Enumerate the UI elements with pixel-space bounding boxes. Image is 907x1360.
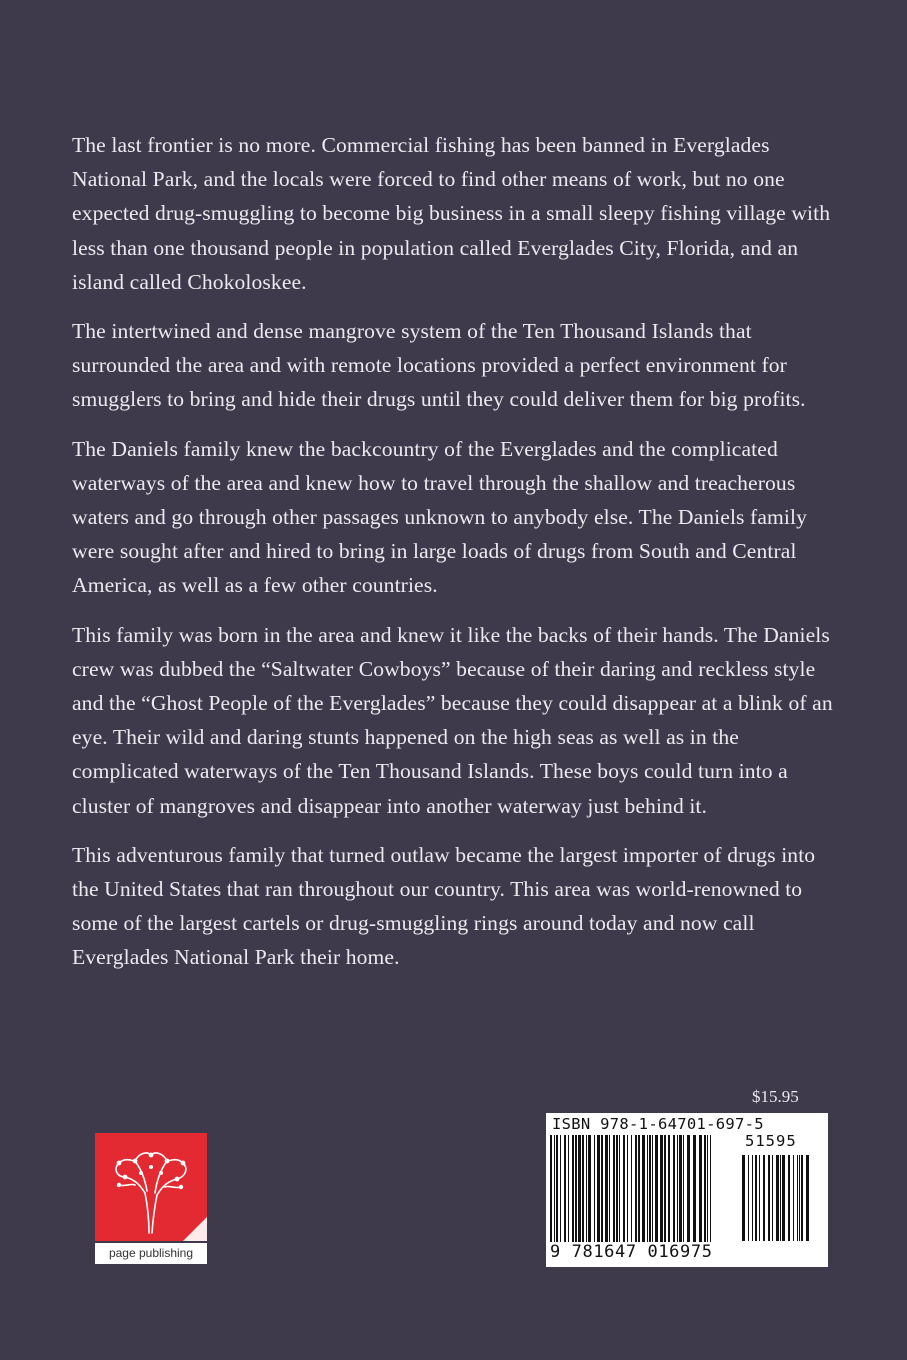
price-label: $15.95 (752, 1087, 799, 1106)
barcode-bar (782, 1155, 785, 1241)
barcode-bar (780, 1155, 781, 1241)
barcode-bar (582, 1135, 584, 1243)
barcode-bar (776, 1155, 779, 1241)
barcode-bar (748, 1155, 749, 1241)
barcode-bar (797, 1155, 798, 1241)
isbn-barcode (546, 1113, 828, 1267)
back-cover-blurb (72, 128, 842, 990)
blurb-paragraph-2: The intertwined and dense mangrove system of the Ten Thousand Islands that surrounded the area and with remote locations provided a perfect environment for smugglers to bring and hide their drugs until they could deliver them for big profits. (72, 319, 806, 412)
barcode-bar (660, 1135, 663, 1243)
barcode-bar (742, 1155, 745, 1241)
barcode-bar (793, 1155, 794, 1241)
barcode-bar (655, 1135, 658, 1243)
barcode-bar (578, 1135, 581, 1243)
blurb-paragraph-5: This adventurous family that turned outlaw became the largest importer of drugs into the United States that ran throughout our country. This area was world-renowned to some of the largest cartels or drug-smuggling rings around today and now call Everglades National Park their home. (72, 842, 816, 970)
barcode-bar (572, 1135, 574, 1243)
barcode-bar (568, 1135, 569, 1243)
barcode-bar (609, 1135, 610, 1243)
isbn-label: ISBN 978-1-64701-697-5 (552, 1115, 764, 1133)
barcode-bar (601, 1135, 603, 1243)
blurb-paragraph-4: This family was born in the area and knew it like the backs of their hands. The Daniels crew was dubbed the “Saltwater Cowboys” because of their daring and reckless style and the “Ghost People of the Everglades” because they could disappear at a blink of an eye. Their wild and daring stunts happened on the high seas as well as in the complicated waterways of the Ten Thousand Islands. These boys could turn into a cluster of mangroves and disappear into another waterway just behind it. (72, 622, 833, 818)
barcode-bar (619, 1135, 620, 1243)
barcode-bar (687, 1135, 690, 1243)
barcode-bar (631, 1135, 632, 1243)
ean-digits: 9 781647 016975 (550, 1242, 713, 1262)
publisher-logo (95, 1133, 207, 1264)
tree-icon (95, 1133, 207, 1241)
barcode-bar (554, 1135, 555, 1243)
barcode-bar (668, 1135, 670, 1243)
barcode-bar (616, 1135, 618, 1243)
barcode-bar (638, 1135, 640, 1243)
publisher-name: page publishing (95, 1243, 207, 1264)
barcode-bar (605, 1135, 608, 1243)
barcode-bar (649, 1135, 651, 1243)
barcode-bar (575, 1135, 577, 1243)
barcode-bar (683, 1135, 684, 1243)
barcode-bar (699, 1135, 702, 1243)
ean-barcode-bars (550, 1135, 738, 1245)
barcode-bar (556, 1135, 558, 1243)
barcode-bar (564, 1135, 566, 1243)
barcode-bar (597, 1135, 600, 1243)
barcode-bar (768, 1155, 770, 1241)
barcode-bar (673, 1135, 675, 1243)
barcode-bar (560, 1135, 561, 1243)
barcode-bar (755, 1155, 757, 1241)
blurb-paragraph-3: The Daniels family knew the backcountry of the Everglades and the complicated waterways of the area and knew how to travel through the shallow and treacherous waters and go through other passages unknown to anybody else. The Daniels family were sought after and hired to bring in large loads of drugs from South and Central America, as well as a few other countries. (72, 436, 808, 598)
barcode-bar (647, 1135, 648, 1243)
barcode-bar (550, 1135, 552, 1243)
barcode-bar (652, 1135, 653, 1243)
barcode-bar (588, 1135, 591, 1243)
barcode-bar (693, 1135, 696, 1243)
barcode-bar (677, 1135, 678, 1243)
barcode-bar (679, 1135, 682, 1243)
barcode-bar (763, 1155, 765, 1241)
barcode-bar (806, 1155, 809, 1241)
barcode-bar (586, 1135, 587, 1243)
barcode-bar (623, 1135, 625, 1243)
barcode-bar (799, 1155, 800, 1241)
barcode-bar (788, 1155, 790, 1241)
barcode-bar (642, 1135, 645, 1243)
barcode-bar (752, 1155, 753, 1241)
barcode-bar (635, 1135, 637, 1243)
supplement-barcode-bars (742, 1155, 822, 1255)
barcode-bar (704, 1135, 706, 1243)
barcode-bar (759, 1155, 760, 1241)
barcode-bar (627, 1135, 628, 1243)
barcode-bar (710, 1135, 711, 1243)
barcode-bar (594, 1135, 595, 1243)
supplement-number: 51595 (745, 1132, 797, 1150)
barcode-bar (801, 1155, 803, 1241)
barcode-bar (707, 1135, 708, 1243)
blurb-paragraph-1: The last frontier is no more. Commercial fishing has been banned in Everglades National Park, and the locals were forced to find other means of work, but no one expected drug-smuggling to become big business in a small sleepy fishing village with less than one thousand people in population called Everglades City, Florida, and an island called Chokoloskee. (72, 133, 831, 294)
barcode-bar (772, 1155, 773, 1241)
logo-red-panel (95, 1133, 207, 1241)
barcode-bar (613, 1135, 615, 1243)
barcode-bar (664, 1135, 666, 1243)
